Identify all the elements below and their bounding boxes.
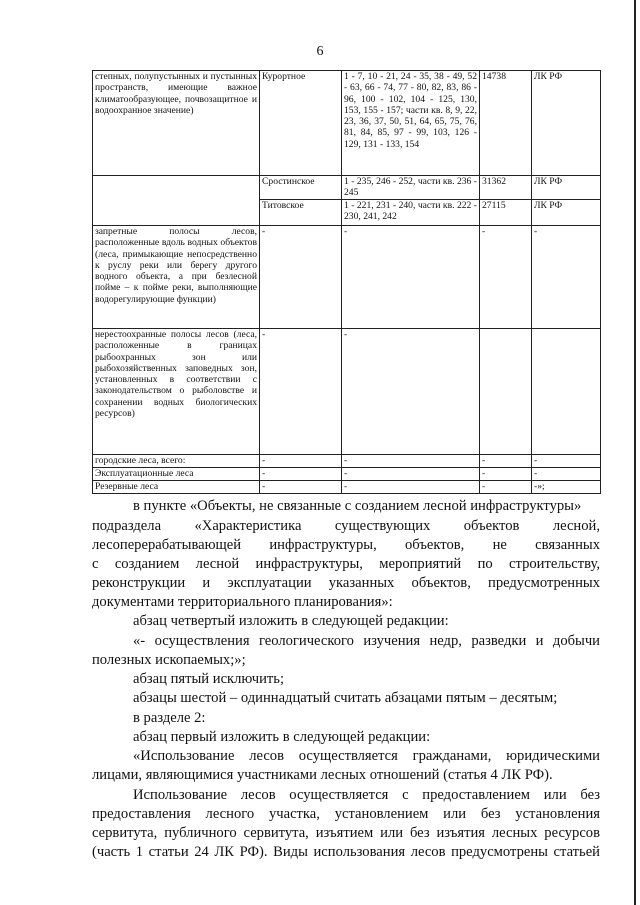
quarters-cell: - [342,226,480,329]
paragraph-line: полезных ископаемых;»; [92,652,246,668]
quarters-cell: - [342,455,480,468]
area-cell: 14738 [480,71,532,176]
table-row [93,176,601,200]
quarters-cell: - [342,468,480,481]
forestry-cell: Титовское [260,200,342,226]
area-cell [480,329,532,455]
table-row [93,329,601,455]
basis-cell: -»; [532,481,601,494]
paragraph-line: сервитута, публичного сервитута, изъятием или без изъятия лесных ресурсов [92,825,600,841]
area-cell: - [480,226,532,329]
paragraph-line: в пункте «Объекты, не связанные с созданием лесной инфраструктуры» [133,498,582,514]
area-cell: - [480,468,532,481]
table-row [93,226,601,329]
category-cell: степных, полупустынных и пустынных пространств, имеющие важное климатообразующее, почвозащитное и водоохранное значение) [93,71,260,176]
forestry-cell: Сростинское [260,176,342,200]
table-row [93,200,601,226]
category-cell-empty [93,176,260,200]
paragraph-line: реконструкции и эксплуатации указанных объектов, предусмотренных [92,575,600,591]
quarters-cell: - [342,329,480,455]
category-cell: городские леса, всего: [93,455,260,468]
paragraph-line: абзац пятый исключить; [133,671,285,687]
basis-cell: ЛК РФ [532,176,601,200]
quarters-cell: 1 - 7, 10 - 21, 24 - 35, 38 - 49, 52 - 63, 66 - 74, 77 - 80, 82, 83, 86 - 96, 100 - 102, 104 - 125, 130, 153, 155 - 157; части кв. 8, 9, 22, 23, 36, 37, 50, 51, 64, 65, 75, 76, 81, 84, 85, 97 - 99, 103, 126 - 129, 131 - 133, 154 [342,71,480,176]
area-cell: 27115 [480,200,532,226]
paragraph-line: лесоперерабатывающей инфраструктуры, объектов, не связанных [92,537,600,553]
table-row [93,71,601,176]
basis-cell [532,329,601,455]
basis-cell: - [532,226,601,329]
paragraph-line: абзац четвертый изложить в следующей редакции: [133,613,449,629]
paragraph-line: документами территориального планирования»: [92,594,393,610]
basis-cell: ЛК РФ [532,71,601,176]
forestry-cell: - [260,226,342,329]
paragraph-line: абзацы шестой – одиннадцатый считать абзацами пятым – десятым; [133,690,558,706]
basis-cell: - [532,468,601,481]
paragraph-line: абзац первый изложить в следующей редакции: [133,729,431,745]
page-number: 6 [316,44,324,59]
paragraph-line: с созданием лесной инфраструктуры, мероприятий по строительству, [92,556,600,572]
forestry-cell: - [260,455,342,468]
area-cell: - [480,455,532,468]
paragraph-line: «Использование лесов осуществляется гражданами, юридическими [133,748,600,764]
basis-cell: ЛК РФ [532,200,601,226]
quarters-cell: - [342,481,480,494]
paragraph-line: подраздела «Характеристика существующих объектов лесной, [92,518,600,534]
table-row [93,481,601,494]
forestry-cell: - [260,481,342,494]
category-cell: Эксплуатационные леса [93,468,260,481]
forestry-cell: Курортное [260,71,342,176]
quarters-cell: 1 - 221, 231 - 240, части кв. 222 - 230, 241, 242 [342,200,480,226]
paragraph-line: (часть 1 статьи 24 ЛК РФ). Виды использования лесов предусмотрены статьей [92,844,600,860]
paragraph-line: Использование лесов осуществляется с предоставлением или без [133,787,600,803]
category-cell: нерестоохранные полосы лесов (леса, расположенные в границах рыбоохранных зон или рыбохозяйственных заповедных зон, установленных в соответствии с законодательством о рыболовстве и сохранении водных биологических ресурсов) [93,329,260,455]
quarters-cell: 1 - 235, 246 - 252, части кв. 236 - 245 [342,176,480,200]
area-cell: - [480,481,532,494]
forestry-cell: - [260,329,342,455]
forest-table [92,70,601,494]
paragraph-line: «- осуществления геологического изучения недр, разведки и добычи [133,633,600,649]
paragraph-line: в разделе 2: [133,710,206,726]
table-row [93,455,601,468]
basis-cell: - [532,455,601,468]
scan-edge-line [634,0,636,905]
category-cell: запретные полосы лесов, расположенные вдоль водных объектов (леса, примыкающие непосредственно к руслу реки или берегу другого водного объекта, а при безлесной пойме – к пойме реки, выполняющие водорегулирующие функции) [93,226,260,329]
forestry-cell: - [260,468,342,481]
area-cell: 31362 [480,176,532,200]
paragraph-line: лицами, являющимися участниками лесных отношений (статья 4 ЛК РФ). [92,767,553,783]
category-cell: Резервные леса [93,481,260,494]
table-row [93,468,601,481]
category-cell-empty [93,200,260,226]
paragraph-line: предоставления лесного участка, установлением или без установления [92,806,600,822]
